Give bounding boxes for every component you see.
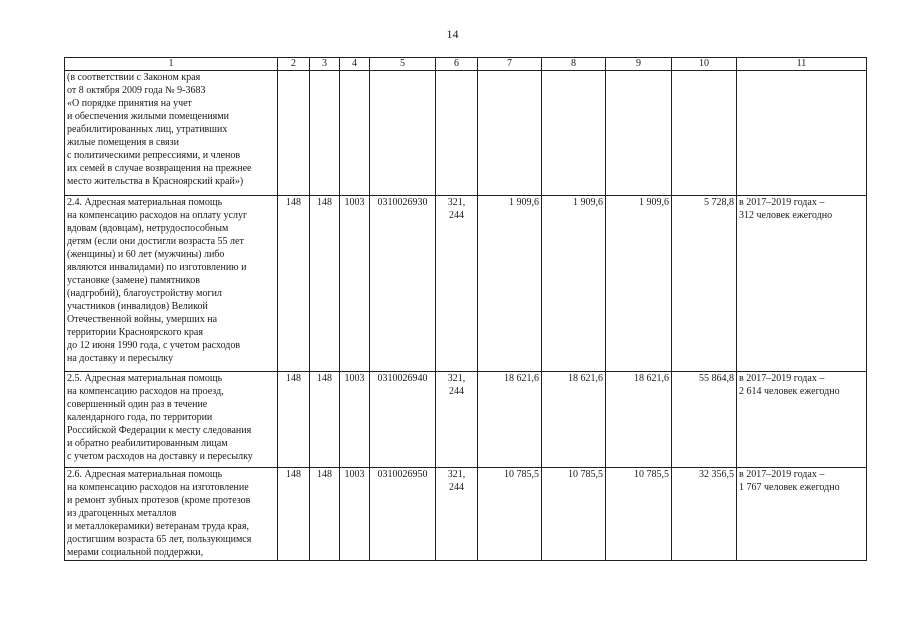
- column-header: 8: [542, 58, 606, 71]
- budget-table: [64, 57, 867, 561]
- cell-c7: 18 621,6: [478, 372, 542, 468]
- row-description: 2.6. Адресная материальная помощь на компенсацию расходов на изготовление и ремонт зубных протезов (кроме протезов из драгоценных металлов и металлокерамики) ветеранам труда края, достигшим возраста 65 лет, пользующимся мерами социальной поддержки,: [65, 468, 278, 561]
- cell-c6: 321, 244: [436, 372, 478, 468]
- cell-c11: в 2017–2019 годах – 2 614 человек ежегодно: [737, 372, 867, 468]
- column-header: 2: [278, 58, 310, 71]
- table-row: [65, 468, 867, 561]
- cell-c3: [310, 71, 340, 196]
- cell-c5: 0310026940: [370, 372, 436, 468]
- cell-c2: 148: [278, 372, 310, 468]
- cell-c9: 10 785,5: [606, 468, 672, 561]
- cell-c8: 18 621,6: [542, 372, 606, 468]
- cell-c8: 10 785,5: [542, 468, 606, 561]
- cell-c5: 0310026930: [370, 196, 436, 372]
- cell-c4: [340, 71, 370, 196]
- column-header: 3: [310, 58, 340, 71]
- cell-c4: 1003: [340, 468, 370, 561]
- table-row: [65, 372, 867, 468]
- cell-c2: 148: [278, 468, 310, 561]
- cell-c11: в 2017–2019 годах – 1 767 человек ежегодно: [737, 468, 867, 561]
- header-row: [65, 58, 867, 71]
- cell-c7: [478, 71, 542, 196]
- cell-c7: 1 909,6: [478, 196, 542, 372]
- page-number: 14: [446, 27, 459, 41]
- cell-c2: [278, 71, 310, 196]
- cell-c9: 1 909,6: [606, 196, 672, 372]
- column-header: 6: [436, 58, 478, 71]
- cell-c6: 321, 244: [436, 196, 478, 372]
- row-description: 2.4. Адресная материальная помощь на компенсацию расходов на оплату услуг вдовам (вдовцам), нетрудоспособным детям (если они достигли возраста 55 лет (женщины) и 60 лет (мужчины) либо являются инвалидами) по изготовлению и установке (замене) памятников (надгробий), благоустройству могил участников (инвалидов) Великой Отечественной войны, умерших на территории Красноярского края до 12 июня 1990 года, с учетом расходов на доставку и пересылку: [65, 196, 278, 372]
- cell-c9: [606, 71, 672, 196]
- cell-c6: 321, 244: [436, 468, 478, 561]
- column-header: 1: [65, 58, 278, 71]
- table-row: [65, 196, 867, 372]
- cell-c3: 148: [310, 196, 340, 372]
- column-header: 7: [478, 58, 542, 71]
- cell-c9: 18 621,6: [606, 372, 672, 468]
- cell-c4: 1003: [340, 196, 370, 372]
- cell-c4: 1003: [340, 372, 370, 468]
- cell-c10: [672, 71, 737, 196]
- row-description: 2.5. Адресная материальная помощь на компенсацию расходов на проезд, совершенный один раз в течение календарного года, по территории Российской Федерации к месту следования и обратно реабилитированным лицам с учетом расходов на доставку и пересылку: [65, 372, 278, 468]
- cell-c8: 1 909,6: [542, 196, 606, 372]
- cell-c10: 5 728,8: [672, 196, 737, 372]
- cell-c5: 0310026950: [370, 468, 436, 561]
- cell-c11: в 2017–2019 годах – 312 человек ежегодно: [737, 196, 867, 372]
- cell-c2: 148: [278, 196, 310, 372]
- cell-c10: 55 864,8: [672, 372, 737, 468]
- cell-c7: 10 785,5: [478, 468, 542, 561]
- column-header: 4: [340, 58, 370, 71]
- cell-c8: [542, 71, 606, 196]
- row-description: (в соответствии с Законом края от 8 октября 2009 года № 9-3683 «О порядке принятия на учет и обеспечения жилыми помещениями реабилитированных лиц, утративших жилые помещения в связи с политическими репрессиями, и членов их семей в случае возвращения на прежнее место жительства в Красноярский край»): [65, 71, 278, 196]
- column-header: 10: [672, 58, 737, 71]
- column-header: 9: [606, 58, 672, 71]
- cell-c3: 148: [310, 372, 340, 468]
- cell-c5: [370, 71, 436, 196]
- cell-c10: 32 356,5: [672, 468, 737, 561]
- cell-c11: [737, 71, 867, 196]
- cell-c3: 148: [310, 468, 340, 561]
- column-header: 11: [737, 58, 867, 71]
- cell-c6: [436, 71, 478, 196]
- column-header: 5: [370, 58, 436, 71]
- table-row: [65, 71, 867, 196]
